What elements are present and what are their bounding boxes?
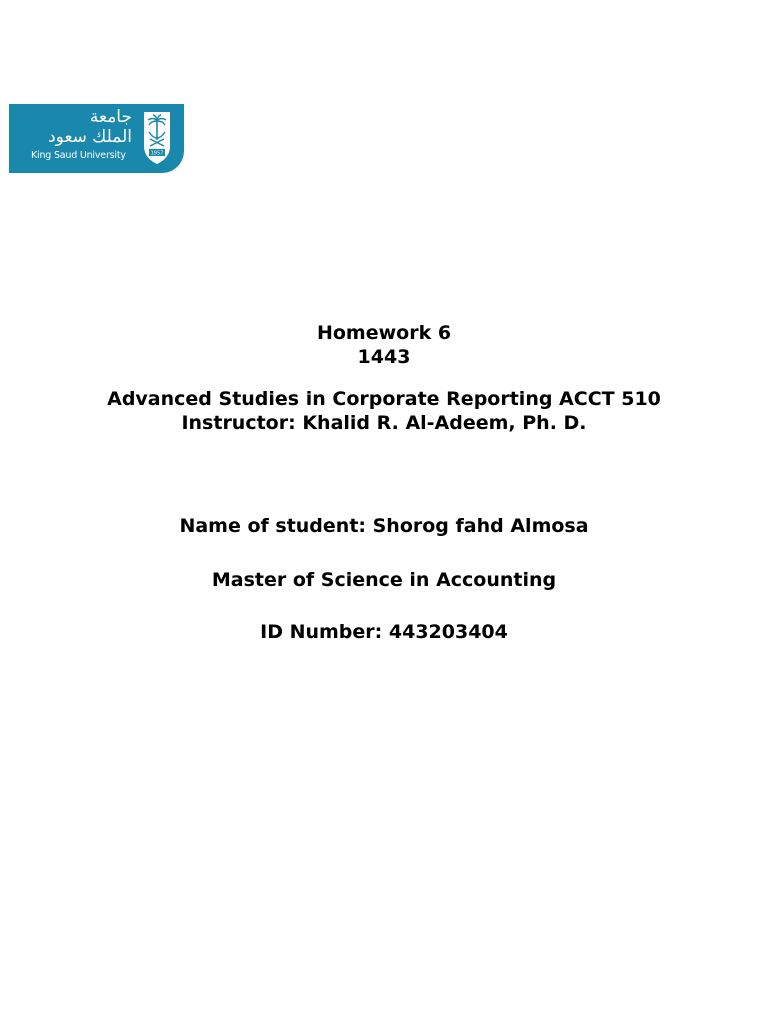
- university-logo: [9, 104, 184, 173]
- logo-arabic-line-1: جامعة: [89, 107, 132, 127]
- homework-title: Homework 6: [316, 322, 452, 344]
- student-id-number: ID Number: 443203404: [260, 621, 508, 643]
- palm-and-swords-icon: [142, 110, 172, 166]
- student-name: Name of student: Shorog fahd Almosa: [179, 515, 589, 537]
- degree-program: Master of Science in Accounting: [211, 569, 557, 591]
- instructor-name: Instructor: Khalid R. Al-Adeem, Ph. D.: [181, 412, 587, 434]
- homework-year: 1443: [357, 346, 411, 368]
- logo-emblem-year: 1957: [150, 150, 164, 157]
- logo-arabic-text: [22, 107, 132, 147]
- course-title: Advanced Studies in Corporate Reporting ACCT 510: [107, 388, 661, 410]
- logo-english-text: King Saud University: [31, 150, 126, 161]
- logo-arabic-line-2: الملك سعود: [48, 127, 132, 147]
